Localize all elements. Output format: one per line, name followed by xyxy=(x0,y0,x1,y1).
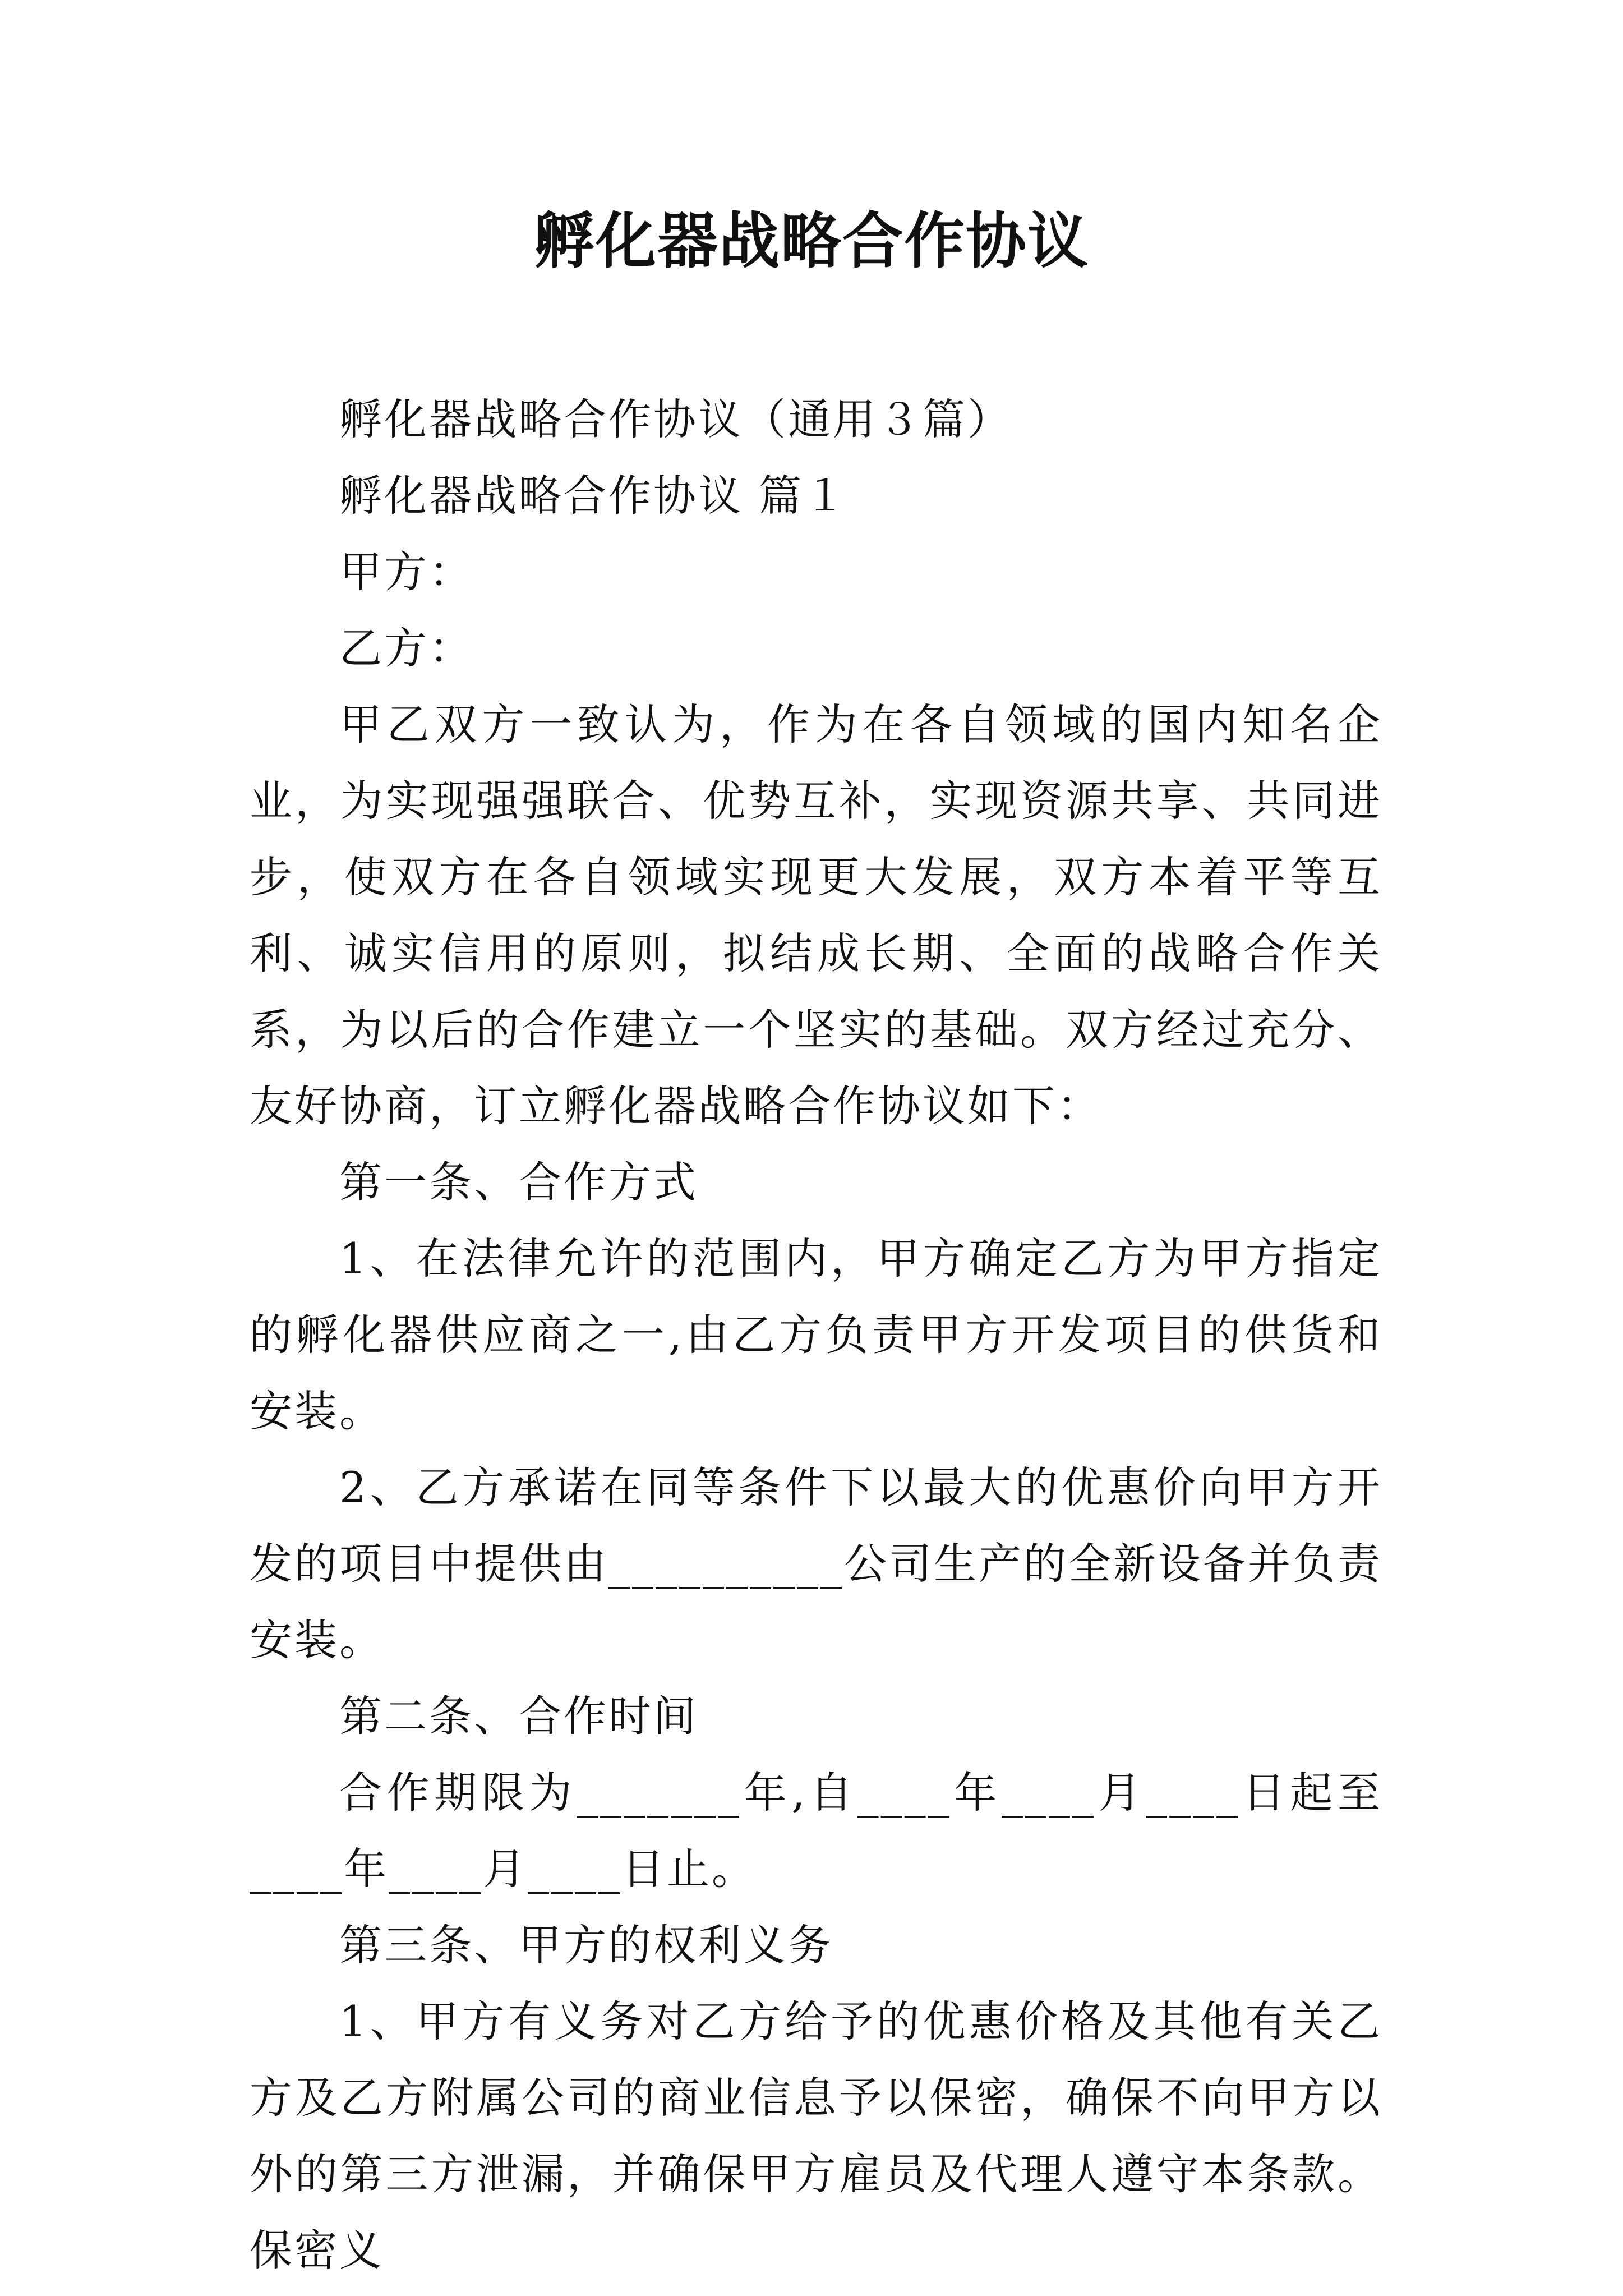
paragraph-subtitle: 孵化器战略合作协议（通用３篇） xyxy=(339,394,1012,444)
paragraph-party-b: 乙方： xyxy=(339,623,474,673)
paragraph-article-3-item-1: 1、甲方有义务对乙方给予的优惠价格及其他有关乙方及乙方附属公司的商业信息予以保密，确保不向甲方以外的第三方泄漏，并确保甲方雇员及代理人遵守本条款。保密义 xyxy=(250,1996,1382,2275)
paragraph-article-1-item-2: 2、乙方承诺在同等条件下以最大的优惠价向甲方开发的项目中提供由__________公司生产的全新设备并负责安装。 xyxy=(250,1462,1382,1665)
document-body xyxy=(250,381,1382,2289)
paragraph-article-1-heading: 第一条、合作方式 xyxy=(339,1157,698,1207)
paragraph-section-heading: 孵化器战略合作协议 篇１ xyxy=(339,471,849,521)
paragraph-article-2-term: 合作期限为_______年,自____年____月____日起至____年____月____日止。 xyxy=(250,1768,1382,1894)
paragraph-article-2-heading: 第二条、合作时间 xyxy=(339,1691,698,1741)
paragraph-article-3-heading: 第三条、甲方的权利义务 xyxy=(339,1920,833,1970)
paragraph-article-1-item-1: 1、在法律允许的范围内，甲方确定乙方为甲方指定的孵化器供应商之一,由乙方负责甲方开发项目的供货和安装。 xyxy=(250,1234,1382,1436)
document-title: 孵化器战略合作协议 xyxy=(533,206,1089,277)
paragraph-preamble: 甲乙双方一致认为，作为在各自领域的国内知名企业，为实现强强联合、优势互补，实现资源共享、共同进步，使双方在各自领域实现更大发展，双方本着平等互利、诚实信用的原则，拟结成长期、全面的战略合作关系，为以后的合作建立一个坚实的基础。双方经过充分、友好协商，订立孵化器战略合作协议如下： xyxy=(250,700,1382,1131)
paragraph-party-a: 甲方： xyxy=(339,547,474,597)
